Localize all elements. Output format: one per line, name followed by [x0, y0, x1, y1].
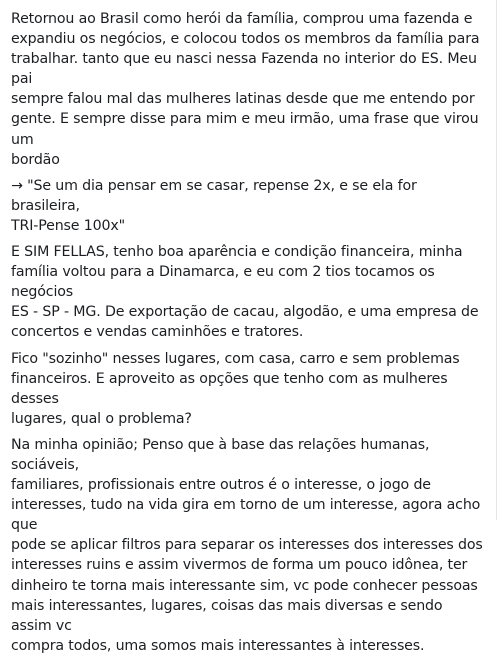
post-paragraph-4: Fico "sozinho" nesses lugares, com casa, carro e sem problemas financeiros. E aproveito as opções que tenho com as mulheres desses lugares, qual o problema? — [11, 350, 460, 427]
post-paragraph-3: E SIM FELLAS, tenho boa aparência e condição financeira, minha família voltou para a Dinamarca, e eu com 2 tios tocamos os negócios ES - SP - MG. De exportação de cacau, algodão, e uma empresa de concertos e vendas caminhões e tratores. — [11, 244, 479, 341]
post-paragraph-2-quote: → "Se um dia pensar em se casar, repense 2x, e se ela for brasileira, TRI-Pense 100x" — [11, 177, 417, 234]
post-paragraph-1: Retornou ao Brasil como herói da família, comprou uma fazenda e expandiu os negócios, e colocou todos os membros da família para trabalhar. tanto que eu nasci nessa Fazenda no interior do ES. Meu pai sempre falou mal das mulheres latinas desde que me entendo por gente. E sempre disse para mim e meu irmão, uma frase que virou um bordão — [11, 11, 480, 168]
post-paragraph-5: Na minha opinião; Penso que à base das relações humanas, sociáveis, familiares, profissionais entre outros é o interesse, o jogo de interesses, tudo na vida gira em torno de um interesse, agora acho que pode se aplicar filtros para separar os interesses dos interesses dos interesses ruins e assim vivermos de forma um pouco idônea, ter dinheiro te torna mais interessante sim, vc pode conhecer pessoas mais interessantes, lugares, coisas das mais diversas e sendo assim vc compra todos, uma somos mais interessantes à interesses. — [11, 436, 483, 654]
